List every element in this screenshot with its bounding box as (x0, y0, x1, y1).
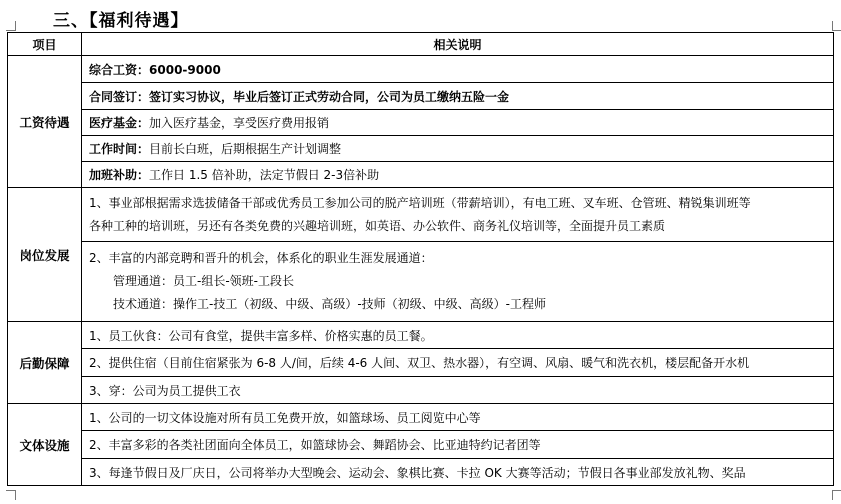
facilities-item: 1、公司的一切文体设施对所有员工免费开放，如篮球场、员工阅览中心等 (82, 404, 834, 431)
overtime-value: 工作日 1.5 倍补助，法定节假日 2-3倍补助 (149, 168, 380, 182)
housing-item: 2、提供住宿（目前住宿紧张为 6-8 人/间，后续 4-6 人间、双卫、热水器），有空调、风扇、暖气和洗衣机，楼层配备开水机 (82, 349, 834, 377)
work-hours-item (82, 136, 834, 162)
events-item: 3、每逢节假日及厂庆日，公司将举办大型晚会、运动会、象棋比赛、卡拉 OK 大赛等活动；节假日各事业部发放礼物、奖品 (82, 459, 834, 486)
salary-row-5 (8, 162, 834, 188)
contract-item (82, 83, 834, 110)
salary-row-2 (8, 83, 834, 110)
salary-row-3 (8, 110, 834, 136)
medical-item (82, 110, 834, 136)
culture-row-2 (8, 431, 834, 459)
category-culture: 文体设施 (8, 404, 82, 486)
clubs-item: 2、丰富多彩的各类社团面向全体员工，如篮球协会、舞蹈协会、比亚迪特约记者团等 (82, 431, 834, 459)
crop-mark-bottom-right (832, 490, 841, 500)
crop-mark-top-left (6, 21, 16, 31)
salary-row-4 (8, 136, 834, 162)
meal-item: 1、员工伙食：公司有食堂，提供丰富多样、价格实惠的员工餐。 (82, 322, 834, 349)
management-track: 管理通道：员工-组长-领班-工段长 (113, 274, 294, 288)
logistics-row-3 (8, 377, 834, 404)
crop-mark-bottom-left (6, 490, 16, 500)
overtime-label: 加班补助： (89, 168, 150, 182)
salary-row-1 (8, 56, 834, 83)
salary-value: 6000-9000 (149, 62, 221, 77)
career-training-line-2: 各种工种的培训班，另还有各类免费的兴趣培训班，如英语、办公软件、商务礼仪培训等，全面提升员工素质 (89, 218, 666, 233)
salary-item (82, 56, 834, 83)
contract-label: 合同签订： (89, 89, 150, 104)
salary-label: 综合工资： (89, 62, 150, 77)
career-promotion-line-1: 2、丰富的内部竞聘和晋升的机会，体系化的职业生涯发展通道： (89, 251, 433, 265)
career-row-2 (8, 242, 834, 322)
logistics-row-2 (8, 349, 834, 377)
category-salary: 工资待遇 (8, 56, 82, 188)
category-career: 岗位发展 (8, 188, 82, 322)
culture-row-1 (8, 404, 834, 431)
overtime-item (82, 162, 834, 188)
culture-row-3 (8, 459, 834, 486)
benefits-table (7, 32, 834, 486)
header-description: 相关说明 (82, 33, 834, 56)
category-logistics: 后勤保障 (8, 322, 82, 404)
contract-value: 签订实习协议，毕业后签订正式劳动合同，公司为员工缴纳五险一金 (149, 89, 510, 104)
work-hours-label: 工作时间： (89, 142, 150, 156)
logistics-row-1 (8, 322, 834, 349)
uniform-item: 3、穿：公司为员工提供工衣 (82, 377, 834, 404)
header-item: 项目 (8, 33, 82, 56)
career-promotion-item (82, 242, 834, 322)
section-title: 三、【福利待遇】 (53, 11, 189, 31)
career-training-line-1: 1、事业部根据需求选拔储备干部或优秀员工参加公司的脱产培训班（带薪培训），有电工班、叉车班、仓管班、精锐集训班等 (89, 195, 751, 210)
medical-value: 加入医疗基金，享受医疗费用报销 (149, 116, 330, 130)
medical-label: 医疗基金： (89, 116, 150, 130)
work-hours-value: 目前长白班，后期根据生产计划调整 (149, 142, 342, 156)
technical-track: 技术通道：操作工-技工（初级、中级、高级）-技师（初级、中级、高级）-工程师 (113, 297, 546, 311)
crop-mark-top-right (832, 21, 841, 31)
table-header-row (8, 33, 834, 56)
career-row-1 (8, 188, 834, 242)
career-training-item (82, 188, 834, 242)
